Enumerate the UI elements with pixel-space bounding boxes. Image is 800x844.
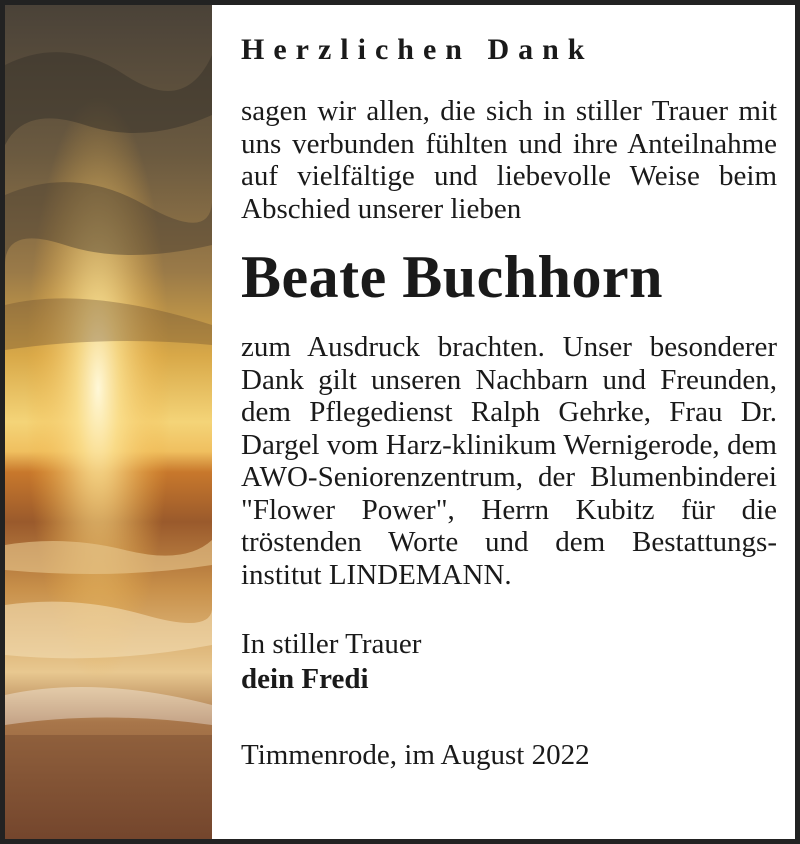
notice-heading: Herzlichen Dank (241, 33, 594, 66)
sunset-sea-image (5, 5, 212, 839)
notice-text (241, 27, 777, 772)
closing-phrase: In stiller Trauer (241, 628, 422, 660)
place-date: Timmenrode, im August 2022 (241, 739, 590, 771)
intro-paragraph: sagen wir allen, die sich in stiller Trauer mit uns verbunden fühlten und ihre Anteilnahme auf vielfältige und liebevolle Weise beim Abschied unserer lieben (241, 95, 777, 225)
signer: dein Fredi (241, 663, 369, 695)
deceased-name: Beate Buchhorn (241, 244, 664, 310)
thanks-paragraph: zum Ausdruck brachten. Unser besonderer Dank gilt unseren Nachbarn und Freunden, dem Pflegedienst Ralph Gehrke, Frau Dr. Dargel vom Harz-klinikum Wernigerode, dem AWO-Seniorenzentrum, der Blumenbinderei "Flower Power", Herrn Kubitz für die tröstenden Worte und dem Bestattungs-institut LINDEMANN. (241, 331, 777, 591)
